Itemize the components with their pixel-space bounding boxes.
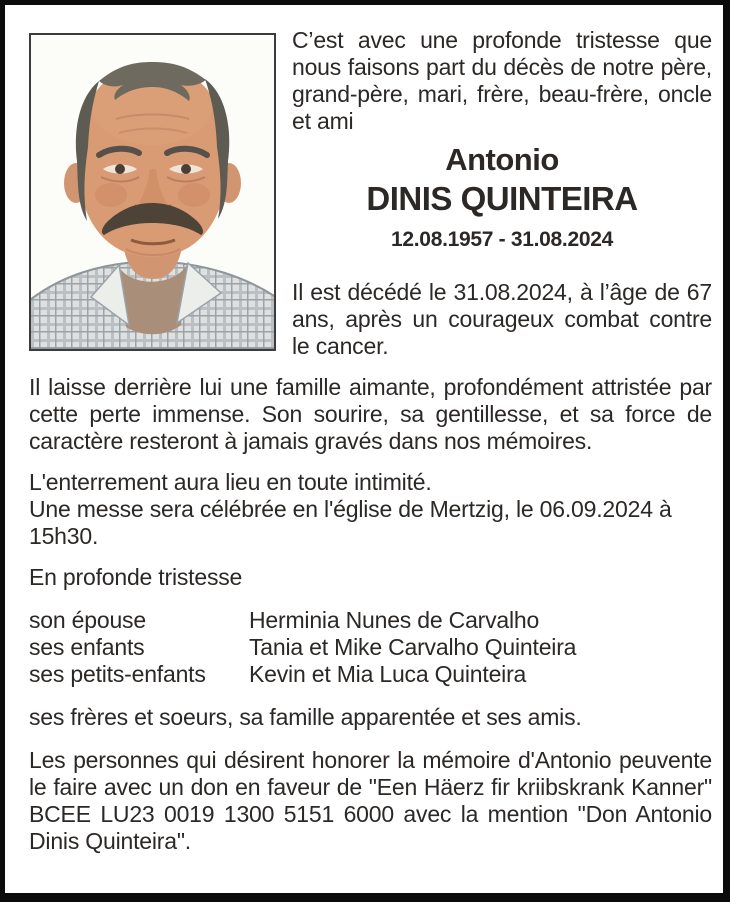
notice-content (5, 5, 723, 893)
relative-names: Herminia Nunes de Carvalho (249, 607, 540, 633)
relative-row (29, 607, 712, 634)
donation-paragraph: Les personnes qui désirent honorer la mémoire d'Antonio peuvente le faire avec un don en faveur de "Een Häerz fir kriibskrank Kanner" BCEE LU23 0019 1300 5151 6000 avec la mention "Don Antonio Dinis Quinteira". (29, 747, 712, 854)
funeral-block (29, 469, 712, 550)
intro-paragraph: C’est avec une profonde tristesse que nous faisons part du décès de notre père, grand-père, mari, frère, beau-frère, oncle et ami (292, 27, 712, 134)
deceased-last-name: DINIS QUINTEIRA (366, 180, 638, 217)
relative-row (29, 661, 712, 688)
death-paragraph: Il est décédé le 31.08.2024, à l’âge de 67 ans, après un courageux combat contre le cancer. (292, 279, 712, 359)
deceased-name-block (292, 141, 712, 253)
sorrow-line: En profonde tristesse (29, 564, 243, 590)
portrait-illustration (31, 35, 274, 349)
top-section (29, 27, 712, 360)
extended-family-line: ses frères et soeurs, sa famille apparentée et ses amis. (29, 704, 582, 730)
relative-relation: ses petits-enfants (29, 661, 206, 687)
life-dates: 12.08.1957 - 31.08.2024 (391, 228, 613, 251)
relative-relation: son épouse (29, 607, 146, 633)
right-column (292, 27, 712, 360)
relative-relation: ses enfants (29, 634, 145, 660)
relatives-list (29, 607, 712, 688)
relative-names: Tania et Mike Carvalho Quinteira (249, 634, 577, 660)
family-paragraph: Il laisse derrière lui une famille aimante, profondément attristée par cette perte immense. Son sourire, sa gentillesse, et sa force de caractère resteront à jamais gravés dans nos mémoires. (29, 374, 712, 454)
funeral-line-1: L'enterrement aura lieu en toute intimité. (29, 469, 432, 495)
relative-row (29, 634, 712, 661)
portrait-photo (29, 33, 276, 351)
relative-names: Kevin et Mia Luca Quinteira (249, 661, 527, 687)
funeral-line-2: Une messe sera célébrée en l'église de Mertzig, le 06.09.2024 à 15h30. (29, 496, 672, 549)
deceased-first-name: Antonio (445, 142, 559, 177)
